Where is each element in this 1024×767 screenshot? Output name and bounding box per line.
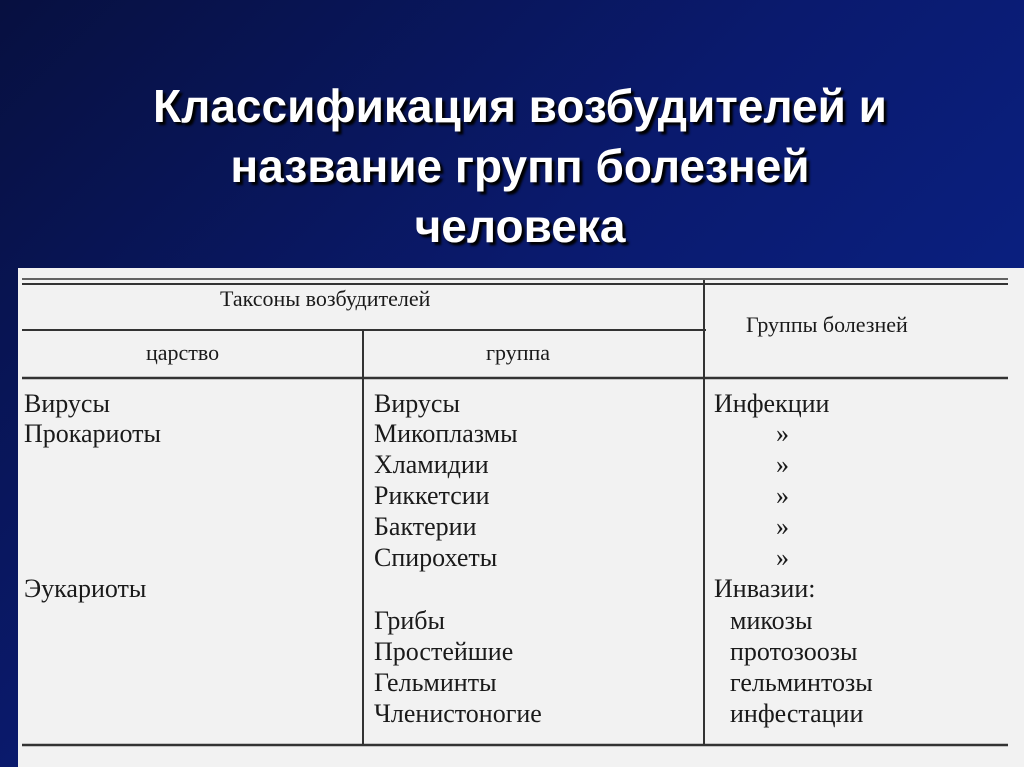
slide-title-line-3: человека — [414, 200, 626, 252]
invasion-mycoses: микозы — [730, 606, 813, 635]
header-disease-groups: Группы болезней — [746, 312, 908, 337]
group-spirochetes: Спирохеты — [374, 543, 498, 572]
ditto-mark: » — [776, 450, 789, 479]
group-rickettsia: Риккетсии — [374, 481, 490, 510]
header-taxa: Таксоны возбудителей — [220, 286, 431, 311]
header-kingdom: царство — [146, 340, 220, 365]
slide-title-line-2: название групп болезней — [230, 140, 810, 192]
classification-table — [18, 268, 1024, 767]
invasion-protozooses: протозоозы — [730, 637, 858, 666]
invasion-infestations: инфестации — [730, 699, 864, 728]
kingdom-prokaryotes: Прокариоты — [24, 419, 161, 448]
kingdom-eukaryotes: Эукариоты — [24, 574, 147, 603]
group-mycoplasmas: Микоплазмы — [374, 419, 518, 448]
slide-title-line-1: Классификация возбудителей и — [153, 80, 887, 132]
ditto-mark: » — [776, 543, 789, 572]
disease-invasions: Инвазии: — [714, 574, 816, 603]
disease-infections: Инфекции — [714, 389, 830, 418]
group-chlamydia: Хламидии — [374, 450, 489, 479]
group-arthropods: Членистоногие — [374, 699, 542, 728]
header-group: группа — [486, 340, 551, 365]
invasion-helminthoses: гельминтозы — [730, 668, 873, 697]
ditto-mark: » — [776, 512, 789, 541]
kingdom-viruses: Вирусы — [24, 389, 110, 418]
group-bacteria: Бактерии — [374, 512, 477, 541]
group-viruses: Вирусы — [374, 389, 460, 418]
ditto-mark: » — [776, 481, 789, 510]
ditto-mark: » — [776, 419, 789, 448]
group-helminths: Гельминты — [374, 668, 497, 697]
slide-title — [80, 76, 960, 256]
group-protozoa: Простейшие — [374, 637, 514, 666]
group-fungi: Грибы — [374, 606, 446, 635]
